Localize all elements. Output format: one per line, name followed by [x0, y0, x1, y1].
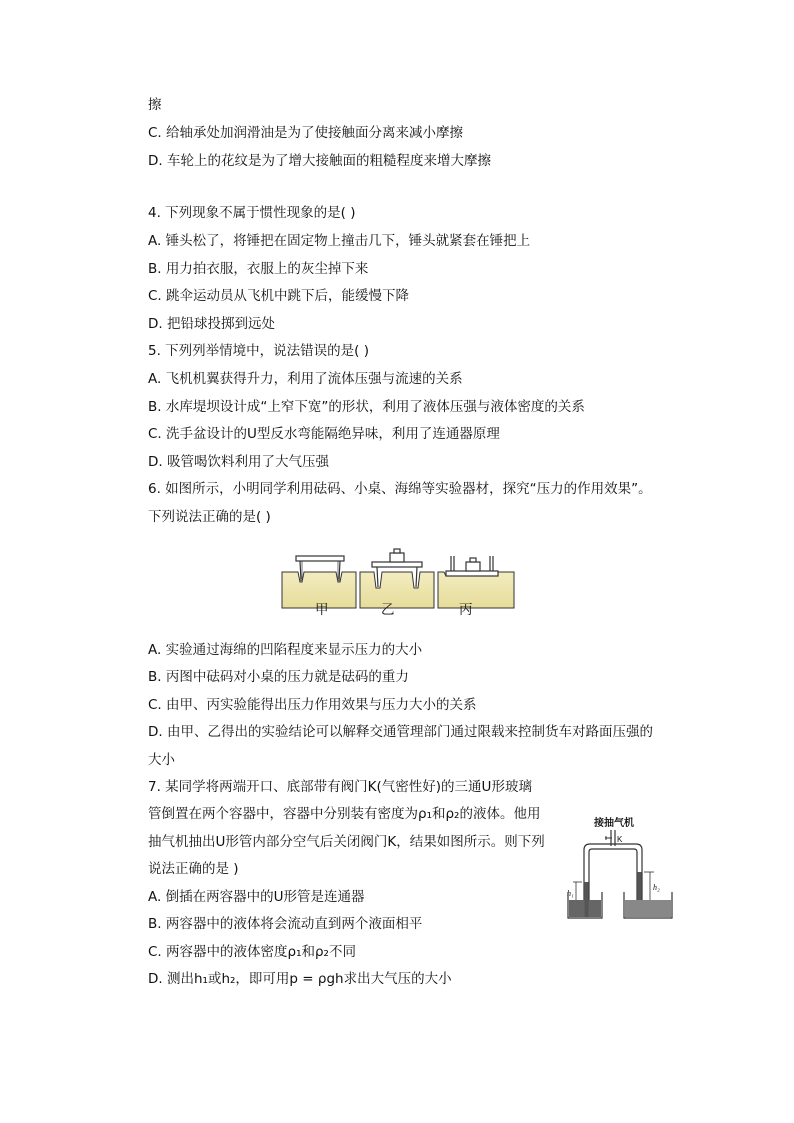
q6-option-d: D. 由甲、乙得出的实验结论可以解释交通管理部门通过限载来控制货车对路面压强的 [148, 724, 653, 740]
option-d: D. 车轮上的花纹是为了增大接触面的粗糙程度来增大摩擦 [148, 153, 491, 169]
q4-option-b: B. 用力拍衣服，衣服上的灰尘掉下来 [148, 261, 369, 277]
h1-label: h₁ [567, 889, 574, 898]
figure-label-jia: 甲 [315, 602, 329, 618]
q6-option-d-cont: 大小 [148, 752, 175, 768]
q7-option-b: B. 两容器中的液体将会流动直到两个液面相平 [148, 916, 423, 932]
q7-option-c: C. 两容器中的液体密度ρ₁和ρ₂不同 [148, 944, 356, 960]
q4-option-a: A. 锤头松了，将锤把在固定物上撞击几下，锤头就紧套在锤把上 [148, 233, 531, 249]
option-c: C. 给轴承处加润滑油是为了使接触面分离来减小摩擦 [148, 125, 464, 141]
q7-option-a: A. 倒插在两容器中的U形管是连通器 [148, 889, 365, 905]
q5-option-d: D. 吸管喝饮料利用了大气压强 [148, 454, 329, 470]
q4-option-c: C. 跳伞运动员从飞机中跳下后，能缓慢下降 [148, 288, 410, 304]
question-7-cont2: 抽气机抽出U形管内部分空气后关闭阀门K，结果如图所示。则下列 [148, 834, 545, 850]
q5-option-a: A. 飞机机翼获得升力，利用了流体压强与流速的关系 [148, 371, 463, 387]
table-bing [446, 556, 498, 576]
valve-label: K [617, 835, 623, 844]
sponge-yi [360, 572, 434, 608]
sponge-bing [438, 572, 514, 608]
q6-option-a: A. 实验通过海绵的凹陷程度来显示压力的大小 [148, 642, 423, 658]
q7-option-d: D. 测出h₁或h₂，即可用p = ρgh求出大气压的大小 [148, 971, 452, 987]
question-7: 7. 某同学将两端开口、底部带有阀门K(气密性好)的三通U形玻璃 [148, 779, 532, 795]
figure-label-yi: 乙 [381, 602, 395, 618]
q6-option-b: B. 丙图中砝码对小桌的压力就是砝码的重力 [148, 669, 409, 685]
figure-label-bing: 丙 [459, 602, 473, 618]
q5-option-b: B. 水库堤坝设计成“上窄下宽”的形状，利用了液体压强与液体密度的关系 [148, 399, 585, 415]
question-4: 4. 下列现象不属于惯性现象的是( ) [148, 205, 356, 221]
pump-label: 接抽气机 [594, 818, 634, 829]
question-6-cont: 下列说法正确的是( ) [148, 509, 271, 525]
question-6: 6. 如图所示，小明同学利用砝码、小桌、海绵等实验器材，探究“压力的作用效果”。 [148, 481, 652, 497]
q4-option-d: D. 把铅球投掷到远处 [148, 316, 275, 332]
q6-option-c: C. 由甲、丙实验能得出压力作用效果与压力大小的关系 [148, 697, 477, 713]
h2-label: h₂ [653, 883, 660, 892]
question-7-cont1: 管倒置在两个容器中，容器中分别装有密度为ρ₁和ρ₂的液体。他用 [148, 806, 541, 822]
question-7-cont3: 说法正确的是 ) [148, 861, 239, 877]
u-tube-figure [562, 814, 678, 920]
text-line: 擦 [148, 97, 162, 113]
q5-option-c: C. 洗手盆设计的U型反水弯能隔绝异味，利用了连通器原理 [148, 426, 500, 442]
question-5: 5. 下列列举情境中，说法错误的是( ) [148, 343, 369, 359]
